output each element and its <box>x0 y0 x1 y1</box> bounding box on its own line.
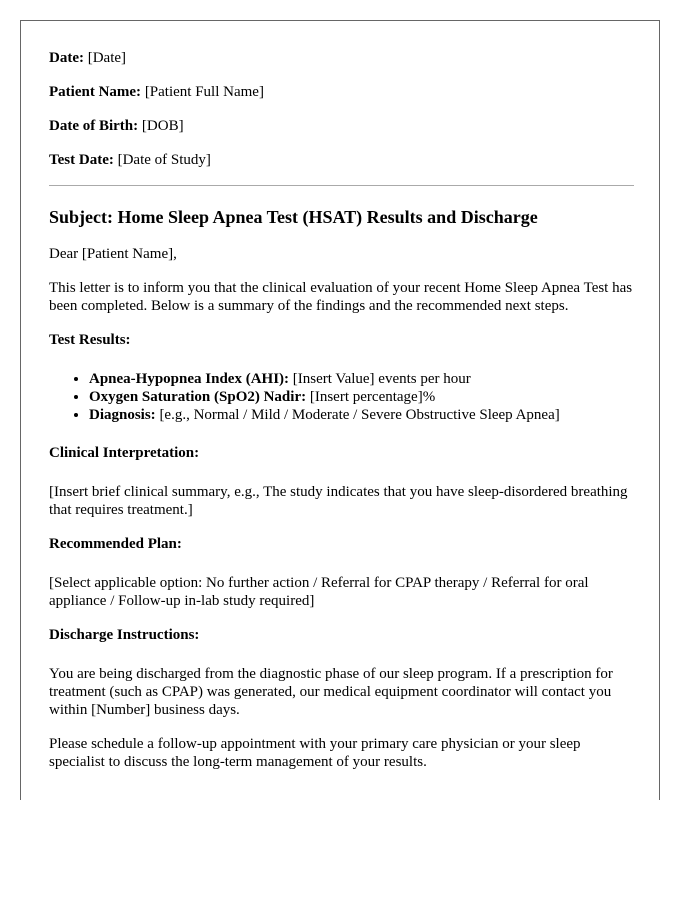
discharge-title: Discharge Instructions: <box>49 627 200 643</box>
dob-value: [DOB] <box>141 118 184 134</box>
discharge-text-1: You are being discharged from the diagnostic phase of our sleep program. If a prescription for treatment (such as CPAP) was generated, our medical equipment coordinator will contact you within [Number] business days. <box>49 666 613 718</box>
result-label: Oxygen Saturation (SpO2) Nadir: <box>89 389 307 405</box>
letter-content <box>49 49 634 787</box>
results-list <box>49 370 634 424</box>
result-label: Apnea-Hypopnea Index (AHI): <box>89 371 290 387</box>
patient-name-line <box>49 83 634 101</box>
result-item-spo2 <box>89 388 634 406</box>
intro-paragraph: This letter is to inform you that the clinical evaluation of your recent Home Sleep Apnea Test has been completed. Below is a summary of the findings and the recommended next steps. <box>49 280 633 314</box>
date-label: Date: <box>49 50 84 66</box>
salutation: Dear [Patient Name], <box>49 246 177 262</box>
results-title: Test Results: <box>49 332 131 348</box>
result-item-diagnosis <box>89 406 634 424</box>
interpretation-text: [Insert brief clinical summary, e.g., The study indicates that you have sleep-disordered breathing that requires treatment.] <box>49 484 628 518</box>
patient-name-label: Patient Name: <box>49 84 142 100</box>
test-date-value: [Date of Study] <box>117 152 211 168</box>
dob-label: Date of Birth: <box>49 118 139 134</box>
date-line <box>49 49 634 67</box>
patient-name-value: [Patient Full Name] <box>144 84 264 100</box>
result-value: [Insert percentage]% <box>309 389 436 405</box>
test-date-label: Test Date: <box>49 152 114 168</box>
result-item-ahi <box>89 370 634 388</box>
interpretation-title: Clinical Interpretation: <box>49 445 200 461</box>
header-divider <box>49 185 634 186</box>
dob-line <box>49 117 634 135</box>
result-value: [Insert Value] events per hour <box>292 371 471 387</box>
plan-title: Recommended Plan: <box>49 536 182 552</box>
result-value: [e.g., Normal / Mild / Moderate / Severe Obstructive Sleep Apnea] <box>159 407 560 423</box>
result-label: Diagnosis: <box>89 407 156 423</box>
discharge-text-2: Please schedule a follow-up appointment with your primary care physician or your sleep specialist to discuss the long-term management of your results. <box>49 736 581 770</box>
letter-page <box>20 20 660 800</box>
test-date-line <box>49 151 634 169</box>
subject-heading: Subject: Home Sleep Apnea Test (HSAT) Results and Discharge <box>49 207 538 227</box>
date-value: [Date] <box>87 50 127 66</box>
plan-text: [Select applicable option: No further action / Referral for CPAP therapy / Referral for oral appliance / Follow-up in-lab study required] <box>49 575 589 609</box>
